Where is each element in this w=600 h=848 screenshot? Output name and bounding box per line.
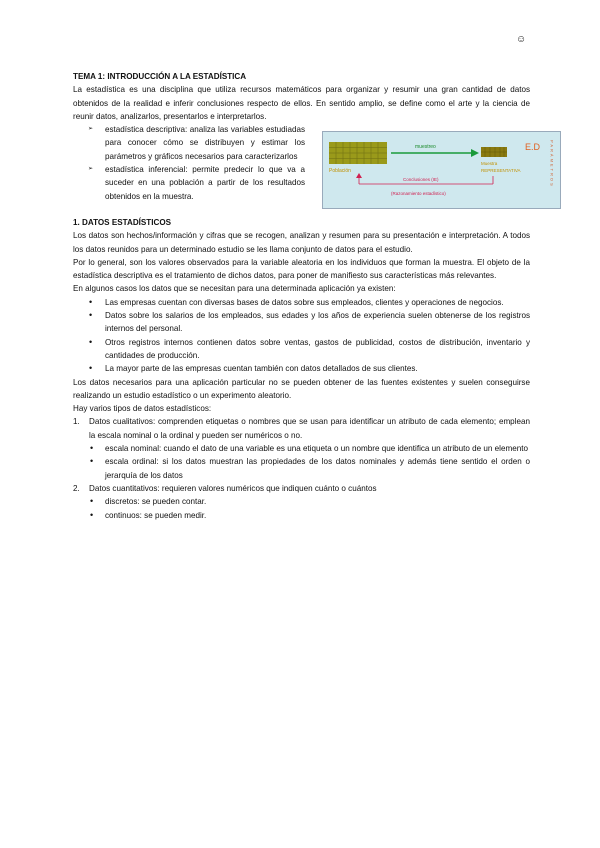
list-item: • Otros registros internos contienen datos sobre ventas, gastos de publicidad, costos de distribución, inventario y cantidades de producción. [73, 336, 530, 363]
diagram-svg [323, 132, 560, 208]
ed-label: E.D [525, 142, 541, 153]
paragraph: Por lo general, son los valores observados para la variable aleatoria en los individuos que forman la muestra. El objeto de la estadística descriptiva es el tratamiento de dichos datos, para poner de manifiesto sus características más relevantes. [73, 257, 530, 281]
sample-label: Muestra [481, 161, 498, 167]
sampling-label: muestreo [415, 144, 436, 151]
list-item: • escala nominal: cuando el dato de una variable es una etiqueta o un nombre que identifica un atributo de un elemento [89, 442, 530, 455]
representative-label: REPRESENTATIVA [481, 168, 521, 174]
paragraph: Hay varios tipos de datos estadísticos: [73, 404, 212, 414]
list-item: ➢ estadística descriptiva: analiza las variables estudiadas para conocer cómo se distribuyen y estimar los parámetros y gráficos necesarios para caracterizarlos [73, 123, 305, 163]
sampling-arrow-head [471, 149, 479, 157]
branches-list [73, 123, 305, 203]
item-number: 1. [73, 417, 80, 427]
item-text: Datos cualitativos: comprenden etiquetas o nombres que se usan para identificar un atributo de cada elemento; emplean la escala nominal o la ordinal y pueden ser numéricos o no. [89, 417, 530, 440]
paragraph: Los datos necesarios para una aplicación particular no se pueden obtener de las fuentes existentes y suelen conseguirse realizando un estudio estadístico o un experimento aleatorio. [73, 377, 530, 400]
paragraph: Los datos son hechos/información y cifras que se recogen, analizan y resumen para su presentación e interpretación. A todos los datos reunidos para un determinado estudio se les llama conjunto de datos para el estudio. [73, 231, 530, 254]
population-label: Población [329, 168, 351, 175]
sub-list [89, 442, 530, 482]
paragraph: En algunos casos los datos que se necesitan para una determinada aplicación ya existen: [73, 284, 396, 294]
list-item: • escala ordinal: si los datos muestran las propiedades de los datos nominales y además tiene sentido el orden o jerarquía de los datos [89, 455, 530, 482]
list-item [73, 482, 530, 522]
side-label: PARÁMETROS [549, 140, 555, 188]
sub-list [89, 495, 530, 522]
item-number: 2. [73, 483, 80, 493]
existing-data-list [73, 296, 530, 376]
section-heading: 1. DATOS ESTADÍSTICOS [73, 217, 172, 227]
intro-branches [73, 123, 555, 203]
document-content [73, 70, 555, 522]
list-item [73, 415, 530, 481]
intro-paragraph: La estadística es una disciplina que utiliza recursos matemáticos para organizar y resumir una gran cantidad de datos obtenidos de la realidad e inferir conclusiones respecto de ellos. En sentido amplio, se define como el arte y la ciencia de reunir datos, analizarlos, presentarlos e interpretarlos. [73, 85, 530, 121]
list-item: • Datos sobre los salarios de los empleados, sus edades y los años de experiencia suelen obtenerse de los registros internos del personal. [73, 309, 530, 336]
data-types-list [73, 415, 530, 521]
list-item: ➢ estadística inferencial: permite predecir lo que va a suceder en una población a partir de los resultados obtenidos en la muestra. [73, 163, 305, 203]
conclusions-label: Conclusiones (IE) [403, 177, 439, 183]
statistics-diagram [322, 131, 561, 209]
list-item: • continuos: se pueden medir. [89, 509, 530, 522]
return-arrow-head [356, 173, 362, 178]
reasoning-label: (Razonamiento estadístico) [391, 191, 446, 197]
list-item: • discretos: se pueden contar. [89, 495, 530, 508]
topic-title: TEMA 1: INTRODUCCIÓN A LA ESTADÍSTICA [73, 72, 247, 81]
list-item: • La mayor parte de las empresas cuentan también con datos detallados de sus clientes. [73, 362, 530, 375]
item-text: Datos cuantitativos: requieren valores numéricos que indiquen cuánto o cuántos [89, 483, 377, 493]
list-item: • Las empresas cuentan con diversas bases de datos sobre sus empleados, clientes y operaciones de negocios. [73, 296, 530, 309]
smiley-icon: ☺ [516, 34, 527, 45]
